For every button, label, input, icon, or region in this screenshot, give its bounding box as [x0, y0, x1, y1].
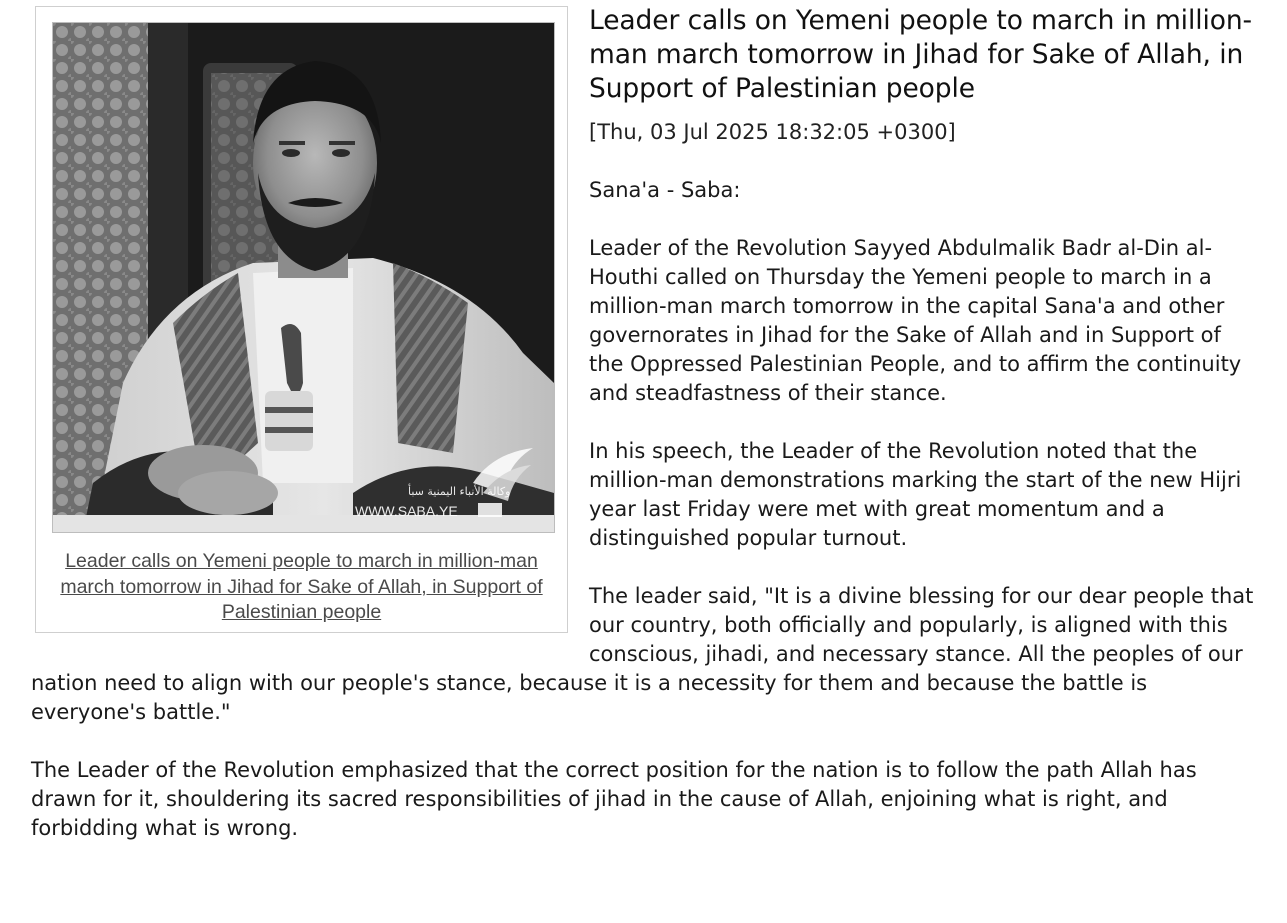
article-figure: [35, 6, 568, 633]
watermark-arabic: وكالة الأنباء اليمنية سبأ: [408, 485, 511, 498]
article-paragraph: Leader of the Revolution Sayyed Abdulmalik Badr al-Din al-Houthi called on Thursday the Yemeni people to march in a million-man march tomorrow in the capital Sana'a and other governorates in Jihad for the Sake of Allah and in Support of the Oppressed Palestinian People, and to affirm the continuity and steadfastness of their stance.: [589, 236, 1242, 405]
article-dateline: Sana'a - Saba:: [589, 178, 741, 202]
article-paragraph: The Leader of the Revolution emphasized that the correct position for the nation is to follow the path Allah has drawn for it, shouldering its sacred responsibilities of jihad in the cause of Allah, enjoining what is right, and forbidding what is wrong.: [31, 758, 1197, 840]
photo-caption-link[interactable]: Leader calls on Yemeni people to march in million-man march tomorrow in Jihad for Sake of Allah, in Support of Palestinian people: [60, 550, 543, 623]
article-paragraph: In his speech, the Leader of the Revolution noted that the million-man demonstrations marking the start of the new Hijri year last Friday were met with great momentum and a distinguished popular turnout.: [589, 439, 1242, 550]
article-photo[interactable]: [52, 22, 555, 533]
article: [31, 0, 1261, 843]
portrait-image: [53, 23, 554, 532]
article-headline: Leader calls on Yemeni people to march in million-man march tomorrow in Jihad for Sake of Allah, in Support of Palestinian people: [589, 5, 1252, 104]
watermark-url: WWW.SABA.YE: [355, 503, 458, 519]
article-paragraph: The leader said, "It is a divine blessing for our dear people that our country, both officially and popularly, is aligned with this conscious, jihadi, and necessary stance. All the peoples of our nation need to align with our people's stance, because it is a necessity for them and because the battle is everyone's battle.": [31, 584, 1254, 724]
article-timestamp: [Thu, 03 Jul 2025 18:32:05 +0300]: [589, 120, 956, 144]
